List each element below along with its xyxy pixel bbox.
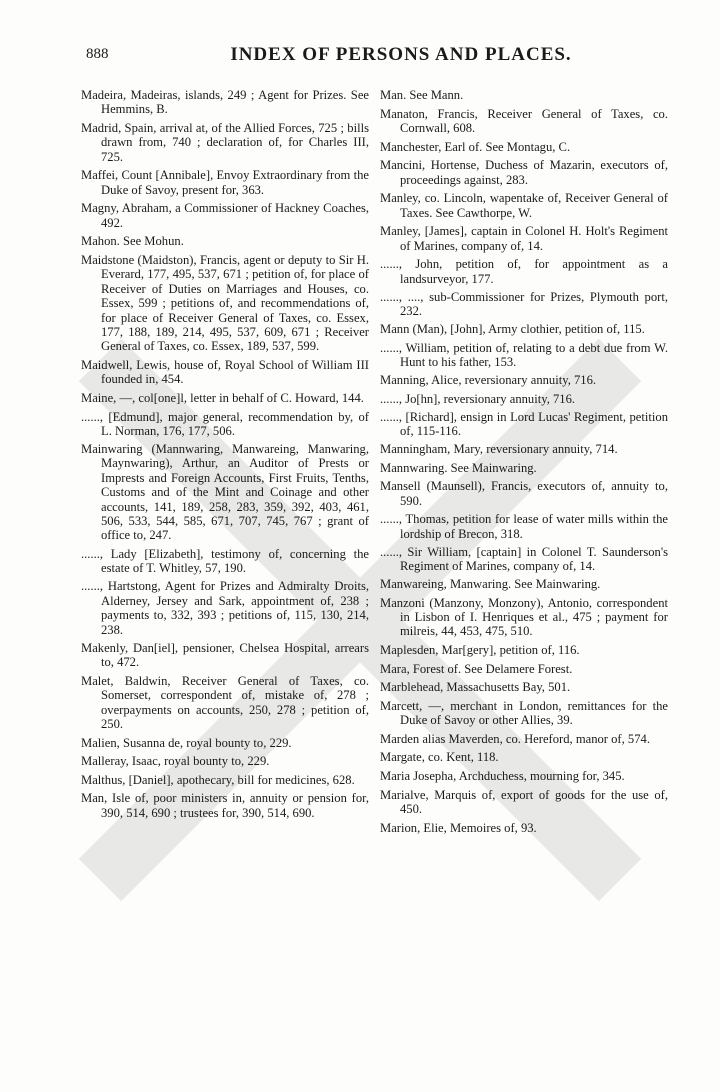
index-entry: Manzoni (Manzony, Monzony), Antonio, correspondent in Lisbon of I. Henriques et al., 475 ; payment for milreis, 44, 453, 475, 510. <box>380 595 668 639</box>
index-entry: Manchester, Earl of. See Montagu, C. <box>380 139 571 154</box>
index-entry: Mahon. See Mohun. <box>81 234 184 249</box>
index-entry: Manley, co. Lincoln, wapentake of, Receiver General of Taxes. See Cawthorpe, W. <box>380 191 668 220</box>
index-entry: ......, [Richard], ensign in Lord Lucas' Regiment, petition of, 115-116. <box>380 409 668 438</box>
index-entry: Mara, Forest of. See Delamere Forest. <box>380 661 573 676</box>
index-entry: ......, Hartstong, Agent for Prizes and Admiralty Droits, Alderney, Jersey and Sark, appointment of, 238 ; payments to, 332, 393 ; petitions of, 115, 130, 214, 238. <box>81 579 369 637</box>
index-entry: ......, William, petition of, relating to a debt due from W. Hunt to his father, 153. <box>380 340 668 369</box>
index-entry: Maria Josepha, Archduchess, mourning for, 345. <box>380 768 625 783</box>
index-entry: Malet, Baldwin, Receiver General of Taxes, co. Somerset, correspondent of, mistake of, 278 ; overpayments on accounts, 250, 278 ; petition of, 250. <box>81 673 369 731</box>
index-entry: ......, [Edmund], major general, recommendation by, of L. Norman, 176, 177, 506. <box>81 409 369 439</box>
index-entry: Man, Isle of, poor ministers in, annuity or pension for, 390, 514, 690 ; trustees for, 390, 514, 690. <box>81 791 369 820</box>
index-entry: Marcett, —, merchant in London, remittances for the Duke of Savoy or other Allies, 39. <box>380 698 668 728</box>
index-entry: ......, Sir William, [captain] in Colonel T. Saunderson's Regiment of Marines, company of, 14. <box>380 544 668 573</box>
index-entry: ......, Jo[hn], reversionary annuity, 716. <box>380 391 576 406</box>
running-title: INDEX OF PERSONS AND PLACES. <box>230 44 572 65</box>
index-entry: Malleray, Isaac, royal bounty to, 229. <box>81 754 270 769</box>
index-entry: Manwareing, Manwaring. See Mainwaring. <box>380 577 601 591</box>
index-entry: Manningham, Mary, reversionary annuity, 714. <box>380 442 618 456</box>
index-entry: Marialve, Marquis of, export of goods for the use of, 450. <box>380 787 668 816</box>
index-entry: Man. See Mann. <box>380 88 464 102</box>
index-column-left <box>81 88 369 824</box>
index-entry: Marblehead, Massachusetts Bay, 501. <box>380 680 571 695</box>
index-entry: Magny, Abraham, a Commissioner of Hackney Coaches, 492. <box>81 201 369 230</box>
index-entry: Malien, Susanna de, royal bounty to, 229. <box>81 735 292 750</box>
page-header <box>86 44 676 68</box>
index-entry: Maidstone (Maidston), Francis, agent or deputy to Sir H. Everard, 177, 495, 537, 671 ; petition of, for place of Receiver of Duties on Marriages and Houses, co. Essex, 599 ; petitions of, and recommendations of, for place of Receiver General of Taxes, co. Essex, 177, 188, 189, 214, 495, 537, 609, 671 ; Receiver General of Taxes, co. Essex, 189, 537, 599. <box>81 253 369 354</box>
index-entry: Mansell (Maunsell), Francis, executors of, annuity to, 590. <box>380 479 668 508</box>
index-entry: Margate, co. Kent, 118. <box>380 750 499 765</box>
index-entry: ......, Thomas, petition for lease of water mills within the lordship of Brecon, 318. <box>380 512 668 541</box>
index-entry: ......, ...., sub-Commissioner for Prizes, Plymouth port, 232. <box>380 289 668 318</box>
index-entry: Malthus, [Daniel], apothecary, bill for medicines, 628. <box>81 772 355 787</box>
index-entry: ......, Lady [Elizabeth], testimony of, concerning the estate of T. Whitley, 57, 190. <box>81 547 369 576</box>
index-entry: Mancini, Hortense, Duchess of Mazarin, executors of, proceedings against, 283. <box>380 158 668 187</box>
index-entry: Madrid, Spain, arrival at, of the Allied Forces, 725 ; bills drawn from, 740 ; declaration of, for Charles III, 725. <box>81 121 369 164</box>
index-entry: Manning, Alice, reversionary annuity, 716. <box>380 373 597 387</box>
index-entry: Madeira, Madeiras, islands, 249 ; Agent for Prizes. See Hemmins, B. <box>81 88 369 117</box>
index-entry: Manley, [James], captain in Colonel H. Holt's Regiment of Marines, company of, 14. <box>380 224 668 253</box>
index-column-right <box>380 88 668 839</box>
index-entry: Maplesden, Mar[gery], petition of, 116. <box>380 643 580 657</box>
index-entry: Mann (Man), [John], Army clothier, petition of, 115. <box>380 322 645 336</box>
index-entry: ......, John, petition of, for appointment as a landsurveyor, 177. <box>380 257 668 286</box>
index-entry: Mannwaring. See Mainwaring. <box>380 460 537 475</box>
index-entry: Maidwell, Lewis, house of, Royal School of William III founded in, 454. <box>81 358 369 387</box>
index-entry: Manaton, Francis, Receiver General of Taxes, co. Cornwall, 608. <box>380 106 668 135</box>
index-entry: Mainwaring (Mannwaring, Manwareing, Manwaring, Maynwaring), Arthur, an Auditor of Prests or Imprests and Foreign Accounts, First Fruits, Tenths, Customs and of the Mint and Coinage and other accounts, 141, 189, 258, 283, 359, 392, 403, 461, 506, 533, 544, 585, 671, 707, 745, 767 ; grant of office to, 247. <box>81 442 369 543</box>
index-entry: Maffei, Count [Annibale], Envoy Extraordinary from the Duke of Savoy, present for, 363. <box>81 168 369 197</box>
page-number: 888 <box>86 46 109 62</box>
index-entry: Maine, —, col[one]l, letter in behalf of C. Howard, 144. <box>81 391 364 406</box>
index-entry: Marden alias Maverden, co. Hereford, manor of, 574. <box>380 731 650 746</box>
index-entry: Marion, Elie, Memoires of, 93. <box>380 820 537 835</box>
index-entry: Makenly, Dan[iel], pensioner, Chelsea Hospital, arrears to, 472. <box>81 640 369 670</box>
